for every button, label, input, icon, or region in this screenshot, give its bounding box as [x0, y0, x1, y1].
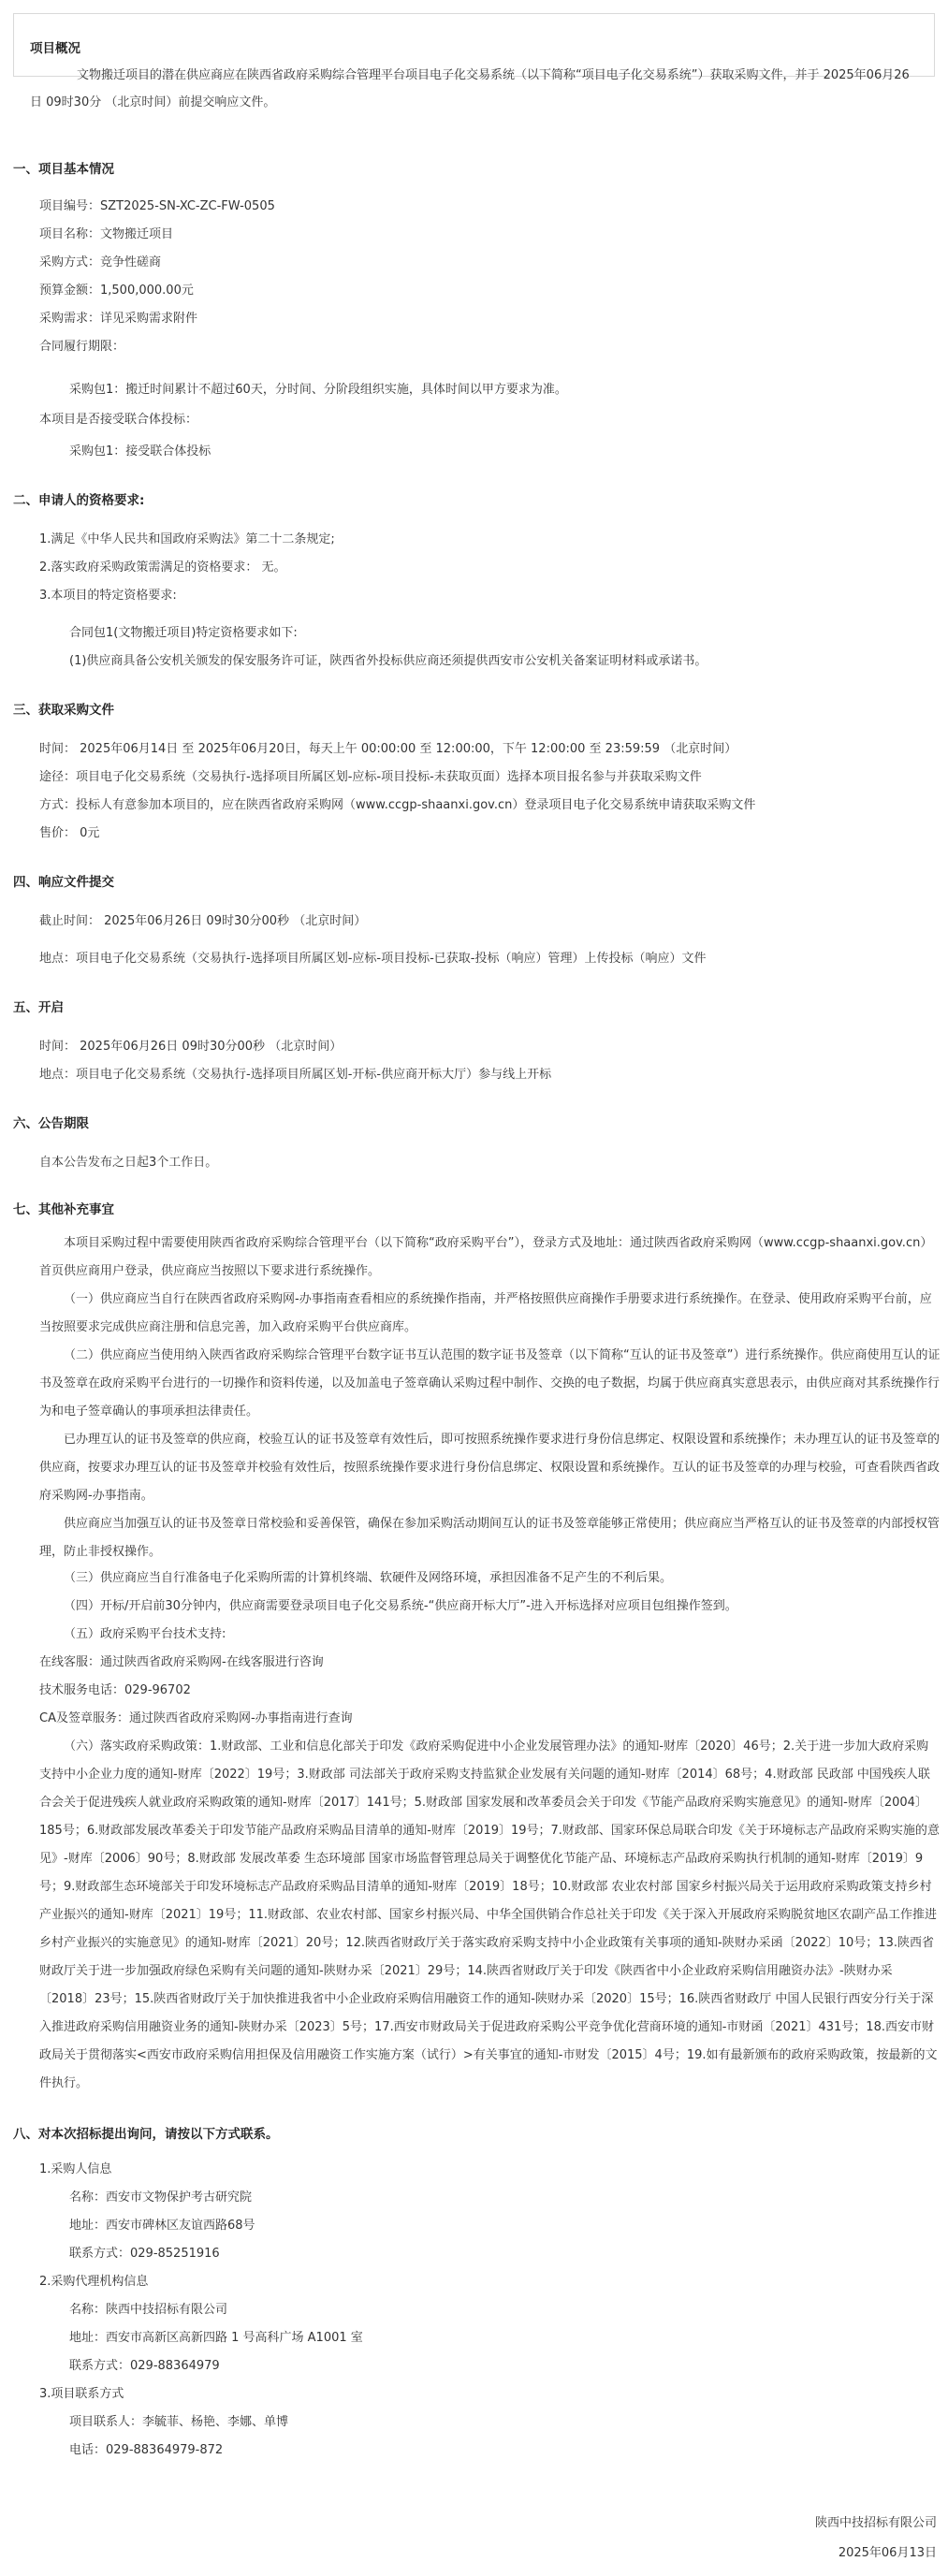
project-contact-label: 3.项目联系方式 — [39, 2387, 124, 2401]
section-3-title: 三、获取采购文件 — [13, 703, 114, 718]
overview-text: 文物搬迁项目的潜在供应商应在陕西省政府采购综合管理平台项目电子化交易系统（以下简称“项目电子化交易系统”）获取采购文件，并于 2025年06月26日 09时30分 （北京时间）前提交响应文件。 — [30, 68, 910, 109]
procurement-demand: 采购需求：详见采购需求附件 — [39, 312, 198, 326]
section-5-title: 五、开启 — [13, 1000, 64, 1015]
footer-date: 2025年06月13日 — [838, 2546, 937, 2560]
joint-bid-label: 本项目是否接受联合体投标： — [39, 413, 198, 427]
obtain-mode: 方式：投标人有意参加本项目的，应在陕西省政府采购网（www.ccgp-shaanxi.gov.cn）登录项目电子化交易系统申请获取采购文件 — [39, 798, 756, 812]
qualification-package-label: 合同包1(文物搬迁项目)特定资格要求如下: — [69, 626, 298, 640]
section-1-title: 一、项目基本情况 — [13, 162, 114, 177]
project-contact-phone: 电话：029-88364979-872 — [69, 2443, 224, 2457]
contract-period-package: 采购包1：搬迁时间累计不超过60天，分时间、分阶段组织实施，具体时间以甲方要求为准。 — [69, 383, 567, 397]
procurement-method: 采购方式：竞争性磋商 — [39, 255, 162, 269]
supplement-item-2: （二）供应商应当使用纳入陕西省政府采购综合管理平台数字证书互认范围的数字证书及签章（以下简称“互认的证书及签章”）进行系统操作。供应商使用互认的证书及签章在政府采购平台进行的一切操作和资料传递，以及加盖电子签章确认采购过程中制作、交换的电子数据，均属于供应商真实意思表示，由供应商对其系统操作行为和电子签章确认的事项承担法律责任。 — [39, 1348, 941, 1419]
footer-organization: 陕西中技招标有限公司 — [814, 2516, 937, 2530]
supplement-item-5: （五）政府采购平台技术支持: — [64, 1627, 226, 1641]
agent-name: 名称：陕西中技招标有限公司 — [69, 2303, 228, 2317]
buyer-address: 地址：西安市碑林区友谊西路68号 — [69, 2219, 255, 2233]
opening-time: 时间： 2025年06月26日 09时30分00秒 （北京时间） — [39, 1040, 343, 1054]
project-contact-persons: 项目联系人：李毓菲、杨艳、李娜、单博 — [69, 2415, 289, 2429]
obtain-route: 途径：项目电子化交易系统（交易执行-选择项目所属区划-应标-项目投标-未获取页面）选择本项目报名参与并获取采购文件 — [39, 770, 702, 784]
supplement-item-1: （一）供应商应当自行在陕西省政府采购网-办事指南查看相应的系统操作指南，并严格按照供应商操作手册要求进行系统操作。在登录、使用政府采购平台前，应当按照要求完成供应商注册和信息完善，加入政府采购平台供应商库。 — [39, 1292, 932, 1334]
submit-deadline: 截止时间： 2025年06月26日 09时30分00秒 （北京时间） — [39, 914, 367, 928]
joint-bid-package: 采购包1：接受联合体投标 — [69, 444, 211, 458]
supplement-intro: 本项目采购过程中需要使用陕西省政府采购综合管理平台（以下简称“政府采购平台”），登录方式及地址：通过陕西省政府采购网（www.ccgp-shaanxi.gov.cn）首页供应商用户登录，供应商应当按照以下要求进行系统操作。 — [39, 1236, 933, 1278]
support-phone: 技术服务电话：029-96702 — [39, 1683, 191, 1697]
project-number: 项目编号：SZT2025-SN-XC-ZC-FW-0505 — [39, 199, 275, 213]
section-4-title: 四、响应文件提交 — [13, 875, 114, 890]
budget-amount: 预算金额：1,500,000.00元 — [39, 284, 194, 298]
agent-address: 地址：西安市高新区高新四路 1 号高科广场 A1001 室 — [69, 2331, 363, 2345]
qualification-package-detail: (1)供应商具备公安机关颁发的保安服务许可证，陕西省外投标供应商还须提供西安市公安机关备案证明材料或承诺书。 — [69, 654, 707, 668]
section-8-title: 八、对本次招标提出询问，请按以下方式联系。 — [13, 2127, 279, 2142]
buyer-contact: 联系方式：029-85251916 — [69, 2247, 220, 2261]
section-7-title: 七、其他补充事宜 — [13, 1202, 114, 1217]
supplement-item-4: （四）开标/开启前30分钟内，供应商需要登录项目电子化交易系统-“供应商开标大厅”-进入开标选择对应项目包组操作签到。 — [64, 1599, 737, 1613]
overview-title: 项目概况 — [30, 41, 80, 56]
section-6-title: 六、公告期限 — [13, 1116, 89, 1131]
project-name: 项目名称：文物搬迁项目 — [39, 227, 174, 241]
qualification-1: 1.满足《中华人民共和国政府采购法》第二十二条规定; — [39, 532, 335, 546]
qualification-2: 2.落实政府采购政策需满足的资格要求： 无。 — [39, 560, 286, 575]
obtain-price: 售价： 0元 — [39, 826, 100, 840]
supplement-item-3: （三）供应商应当自行准备电子化采购所需的计算机终端、软硬件及网络环境，承担因准备不足产生的不利后果。 — [64, 1571, 673, 1585]
policy-list: （六）落实政府采购政策：1.财政部、工业和信息化部关于印发《政府采购促进中小企业发展管理办法》的通知-财库〔2020〕46号；2.关于进一步加大政府采购支持中小企业力度的通知-财库〔2022〕19号；3.财政部 司法部关于政府采购支持监狱企业发展有关问题的通知-财库〔2014〕68号；4.财政部 民政部 中国残疾人联合会关于促进残疾人就业政府采购政策的通知-财库〔2017〕141号；5.财政部 国家发展和改革委员会关于印发《节能产品政府采购实施意见》的通知-财库〔2004〕185号；6.财政部发展改革委关于印发节能产品政府采购品目清单的通知-财库〔2019〕19号；7.财政部、国家环保总局联合印发《关于环境标志产品政府采购实施的意见》-财库〔2006〕90号；8.财政部 发展改革委 生态环境部 国家市场监督管理总局关于调整优化节能产品、环境标志产品政府采购执行机制的通知-财库〔2019〕9号；9.财政部生态环境部关于印发环境标志产品政府采购品目清单的通知-财库〔2019〕18号；10.财政部 农业农村部 国家乡村振兴局关于运用政府采购政策支持乡村产业振兴的通知-财库〔2021〕19号；11.财政部、农业农村部、国家乡村振兴局、中华全国供销合作总社关于印发《关于深入开展政府采购脱贫地区农副产品工作推进乡村产业振兴的实施意见》的通知-财库〔2021〕20号；12.陕西省财政厅关于落实政府采购支持中小企业政策有关事项的通知-陕财办采函〔2022〕10号；13.陕西省财政厅关于进一步加强政府绿色采购有关问题的通知-陕财办采〔2021〕29号；14.陕西省财政厅关于印发《陕西省中小企业政府采购信用融资办法》-陕财办采〔2018〕23号；15.陕西省财政厅关于加快推进我省中小企业政府采购信用融资工作的通知-陕财办采〔2020〕15号；16.陕西省财政厅 中国人民银行西安分行关于深入推进政府采购信用融资业务的通知-陕财办采〔2023〕5号；17.西安市财政局关于促进政府采购公平竞争优化营商环境的通知-市财函〔2021〕431号；18.西安市财政局关于贯彻落实<西安市政府采购信用担保及信用融资工作实施方案（试行）>有关事宜的通知-市财发〔2015〕4号；19.如有最新颁布的政府采购政策，按最新的文件执行。 — [39, 1739, 940, 2090]
obtain-time: 时间： 2025年06月14日 至 2025年06月20日，每天上午 00:00:00 至 12:00:00，下午 12:00:00 至 23:59:59 （北京时间） — [39, 742, 737, 756]
supplement-item-2-cert: 已办理互认的证书及签章的供应商，校验互认的证书及签章有效性后，即可按照系统操作要求进行身份信息绑定、权限设置和系统操作；未办理互认的证书及签章的供应商，按要求办理互认的证书及签章并校验有效性后，按照系统操作要求进行身份信息绑定、权限设置和系统操作。互认的证书及签章的办理与校验，可查看陕西省政府采购网-办事指南。 — [39, 1433, 941, 1503]
support-online: 在线客服：通过陕西省政府采购网-在线客服进行咨询 — [39, 1655, 324, 1669]
opening-place: 地点：项目电子化交易系统（交易执行-选择项目所属区划-开标-供应商开标大厅）参与线上开标 — [39, 1068, 552, 1082]
buyer-name: 名称：西安市文物保护考古研究院 — [69, 2190, 253, 2205]
supplement-item-2-keep: 供应商应当加强互认的证书及签章日常校验和妥善保管，确保在参加采购活动期间互认的证书及签章能够正常使用；供应商应当严格互认的证书及签章的内部授权管理，防止非授权操作。 — [39, 1517, 941, 1559]
agent-contact: 联系方式：029-88364979 — [69, 2359, 220, 2373]
section-2-title: 二、申请人的资格要求: — [13, 493, 145, 508]
support-ca: CA及签章服务：通过陕西省政府采购网-办事指南进行查询 — [39, 1711, 353, 1725]
buyer-label: 1.采购人信息 — [39, 2162, 112, 2176]
contract-period-label: 合同履行期限： — [39, 340, 125, 354]
agent-label: 2.采购代理机构信息 — [39, 2275, 149, 2289]
submit-place: 地点：项目电子化交易系统（交易执行-选择项目所属区划-应标-项目投标-已获取-投标（响应）管理）上传投标（响应）文件 — [39, 952, 707, 966]
qualification-3: 3.本项目的特定资格要求: — [39, 589, 177, 603]
notice-period: 自本公告发布之日起3个工作日。 — [39, 1156, 218, 1170]
